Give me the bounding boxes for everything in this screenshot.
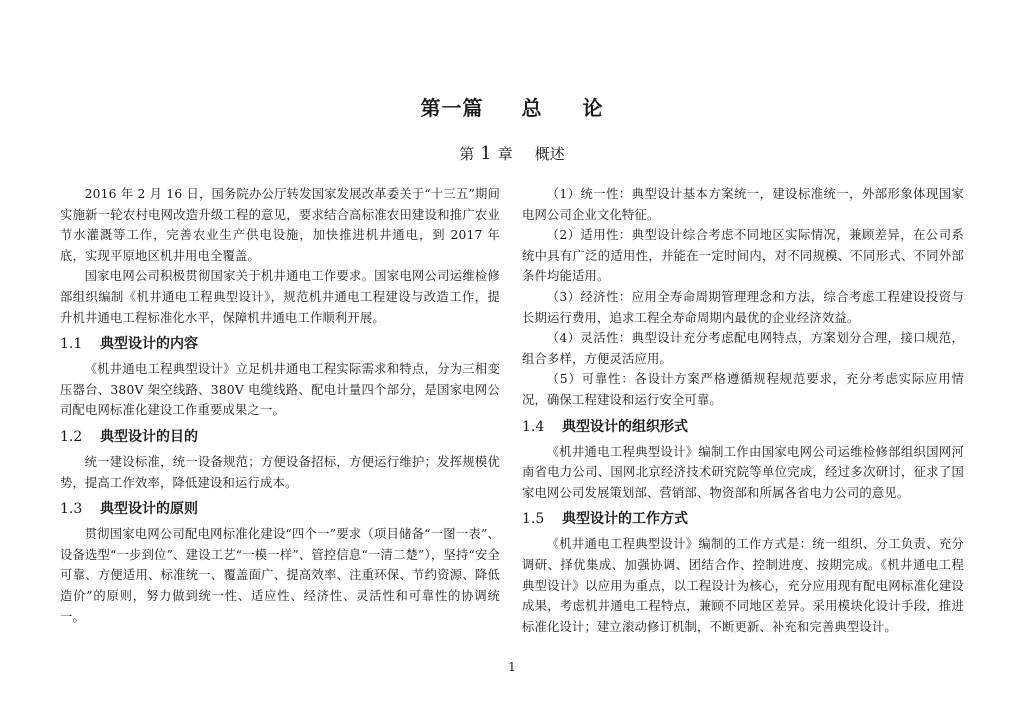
intro-paragraph-2: 国家电网公司积极贯彻国家关于机井通电工作要求。国家电网公司运维检修部组织编制《机井通电工程典型设计》，规范机井通电工程建设与改造工作，提升机井通电工程标准化水平，保障机井通电工作顺利开展。 — [60, 269, 500, 325]
section-1-1-paragraph: 《机井通电工程典型设计》立足机井通电工程实际需求和特点，分为三相变压器台、380V 架空线路、380V 电缆线路、配电计量四个部分，是国家电网公司配电网标准化建设工作重要成果之一。 — [60, 362, 500, 418]
section-title: 典型设计的工作方式 — [562, 511, 688, 528]
title-part-2: 总 — [521, 96, 543, 120]
section-title: 典型设计的组织形式 — [562, 418, 688, 435]
section-number: 1.5 — [522, 511, 545, 528]
chapter-number: 1 — [480, 143, 492, 164]
chapter-prefix: 第 — [459, 145, 475, 163]
page-number: 1 — [508, 660, 516, 674]
section-heading-1-2 — [60, 426, 500, 448]
principle-item: （4）灵活性：典型设计充分考虑配电网特点，方案划分合理，接口规范，组合多样，方便灵活应用。 — [522, 331, 964, 366]
section-title: 典型设计的原则 — [100, 501, 198, 518]
section-1-2-paragraph: 统一建设标准，统一设备规范；方便设备招标，方便运行维护；发挥规模优势，提高工作效率，降低建设和运行成本。 — [60, 454, 500, 490]
section-1-3-paragraph: 贯彻国家电网公司配电网标准化建设“四个一”要求（项目储备“一图一表”、设备选型“一步到位”、建设工艺“一模一样”、管控信息“一清二楚”），坚持“安全可靠、方便适用、标准统一、覆盖面广、提高效率、注重环保、节约资源、降低造价”的原则，努力做到统一性、适应性、经济性、灵活性和可靠性的协调统一。 — [60, 527, 500, 624]
section-heading-1-4 — [522, 416, 964, 438]
chapter-name: 概述 — [534, 145, 565, 163]
section-1-4-paragraph: 《机井通电工程典型设计》编制工作由国家电网公司运维检修部组织国网河南省电力公司、国网北京经济技术研究院等单位完成，经过多次研讨，征求了国家电网公司发展策划部、营销部、物资部和所属各省电力公司的意见。 — [522, 444, 964, 500]
chapter-suffix: 章 — [497, 145, 513, 163]
section-number: 1.1 — [60, 336, 83, 353]
section-heading-1-5 — [522, 508, 964, 530]
principle-item: （3）经济性：应用全寿命周期管理理念和方法，综合考虑工程建设投资与长期运行费用，追求工程全寿命周期内最优的企业经济效益。 — [522, 289, 964, 325]
principle-item: （5）可靠性：各设计方案严格遵循规程规范要求，充分考虑实际应用情况，确保工程建设和运行安全可靠。 — [522, 372, 964, 407]
section-number: 1.3 — [60, 501, 83, 518]
principle-item: （1）统一性：典型设计基本方案统一，建设标准统一，外部形象体现国家电网公司企业文化特征。 — [522, 187, 964, 222]
section-number: 1.2 — [60, 428, 83, 445]
section-number: 1.4 — [522, 418, 545, 435]
section-title: 典型设计的目的 — [100, 428, 198, 445]
left-column — [60, 184, 500, 627]
page-title — [0, 92, 1024, 121]
section-heading-1-3 — [60, 498, 500, 520]
chapter-title — [0, 143, 1024, 164]
section-heading-1-1 — [60, 333, 500, 355]
section-1-5-paragraph: 《机井通电工程典型设计》编制的工作方式是：统一组织、分工负责、充分调研、择优集成、加强协调、团结合作、控制进度、按期完成。《机井通电工程典型设计》以应用为重点，以工程设计为核心，充分应用现有配电网标准化建设成果，考虑机井通电工程特点，兼顾不同地区差异。采用模块化设计手段，推进标准化设计；建立滚动修订机制，不断更新、补充和完善典型设计。 — [522, 537, 964, 634]
intro-paragraph-1: 2016 年 2 月 16 日，国务院办公厅转发国家发展改革委关于“十三五”期间实施新一轮农村电网改造升级工程的意见，要求结合高标准农田建设和推广农业节水灌溉等工作，完善农业生产供电设施，加快推进机井通电，到 2017 年底，实现平原地区机井用电全覆盖。 — [60, 187, 500, 263]
principle-item: （2）适用性：典型设计综合考虑不同地区实际情况，兼顾差异，在公司系统中具有广泛的适用性，并能在一定时间内，对不同规模、不同形式、不同外部条件均能适用。 — [522, 228, 964, 284]
title-part-1: 第一篇 — [420, 96, 484, 120]
section-title: 典型设计的内容 — [100, 336, 198, 353]
title-part-3: 论 — [582, 96, 604, 120]
right-column — [522, 184, 964, 637]
